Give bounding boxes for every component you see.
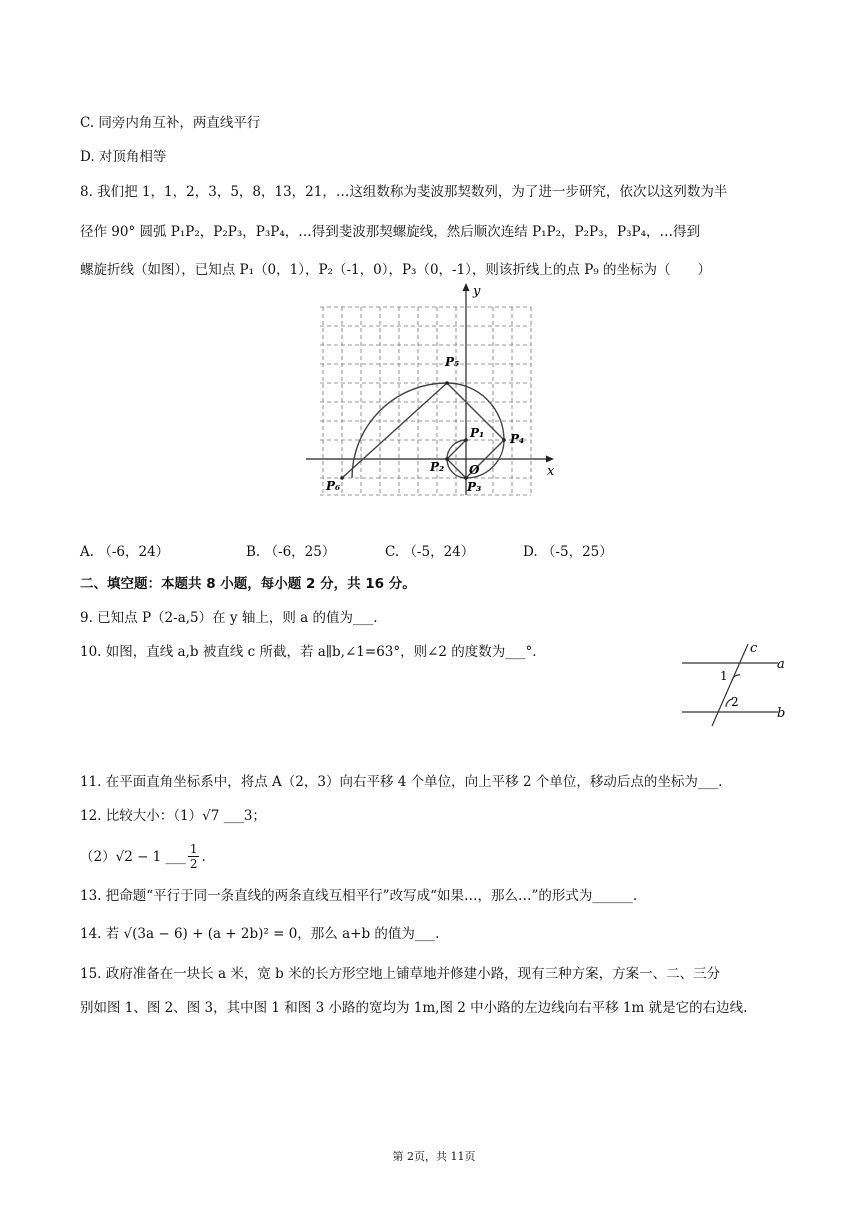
q12-line-1: 12. 比较大小：（1）√7 ___3；	[80, 808, 266, 824]
section-heading-fill-in: 二、填空题：本题共 8 小题，每小题 2 分，共 16 分。	[80, 576, 416, 592]
point-label-p1: P₁	[470, 426, 485, 440]
angle-1-label: 1	[720, 669, 728, 683]
x-axis-label: x	[547, 464, 555, 479]
q15-line-2: 别如图 1、图 2、图 3，其中图 1 和图 3 小路的宽均为 1m,图 2 中小路的左边线向右平移 1m 就是它的右边线.	[80, 1000, 748, 1016]
line-c-label: c	[750, 641, 758, 656]
q8-option-c: C. （-5，24）	[385, 544, 475, 560]
q8-option-d: D. （-5，25）	[523, 544, 613, 560]
parallel-lines-figure	[680, 640, 795, 730]
angle-2-label: 2	[731, 695, 739, 709]
page-footer: 第 2页，共 11页	[392, 1150, 476, 1163]
point-label-p6: P₆	[326, 479, 341, 493]
q8-line-2: 径作 90° 圆弧 P₁P₂，P₂P₃，P₃P₄，…得到斐波那契螺旋线，然后顺次连结 P₁P₂，P₂P₃，P₃P₄，…得到	[80, 224, 701, 240]
point-label-p5: P₅	[445, 355, 460, 369]
q12-line-2-prefix: （2）√2 − 1 ___	[80, 848, 186, 865]
point-label-p4: P₄	[510, 432, 525, 446]
q15-line-1: 15. 政府准备在一块长 a 米，宽 b 米的长方形空地上铺草地并修建小路，现有三种方案，方案一、二、三分	[80, 966, 721, 982]
q12-line-2-suffix: .	[201, 848, 206, 865]
q14-text: 14. 若 √(3a − 6) + (a + 2b)² = 0，那么 a+b 的值为___.	[80, 926, 440, 942]
grid	[320, 307, 531, 495]
line-b-label: b	[777, 706, 786, 721]
fibonacci-spiral-figure	[306, 283, 556, 498]
q10-text: 10. 如图，直线 a,b 被直线 c 所截，若 a∥b,∠1=63°，则∠2 的度数为___°.	[80, 644, 537, 660]
q8-option-a: A. （-6，24）	[80, 544, 170, 560]
origin-label: O	[469, 463, 480, 477]
q7-option-d: D. 对顶角相等	[80, 149, 167, 165]
q8-line-3: 螺旋折线（如图），已知点 P₁（0，1），P₂（-1，0），P₃（0，-1），则该折线上的点 P₉ 的坐标为（ ）	[80, 262, 712, 278]
fraction-denominator: 2	[189, 857, 198, 871]
point-label-p3: P₃	[467, 480, 482, 494]
q7-option-c: C. 同旁内角互补，两直线平行	[80, 115, 261, 131]
fraction-one-half	[188, 842, 200, 871]
q9-text: 9. 已知点 P（2-a,5）在 y 轴上，则 a 的值为___.	[80, 610, 378, 626]
q8-line-1: 8. 我们把 1，1，2，3，5，8，13，21，…这组数称为斐波那契数列，为了进一步研究，依次以这列数为半	[80, 184, 728, 200]
q11-text: 11. 在平面直角坐标系中，将点 A（2，3）向右平移 4 个单位，向上平移 2 个单位，移动后点的坐标为___.	[80, 774, 723, 790]
q12-line-2	[80, 842, 206, 871]
fraction-numerator: 1	[189, 842, 198, 856]
point-label-p2: P₂	[430, 460, 445, 474]
q13-text: 13. 把命题“平行于同一条直线的两条直线互相平行”改写成“如果…，那么…”的形式为______.	[80, 888, 638, 904]
q8-option-b: B. （-6，25）	[246, 544, 336, 560]
line-a-label: a	[777, 657, 785, 672]
y-axis-label: y	[473, 284, 481, 299]
